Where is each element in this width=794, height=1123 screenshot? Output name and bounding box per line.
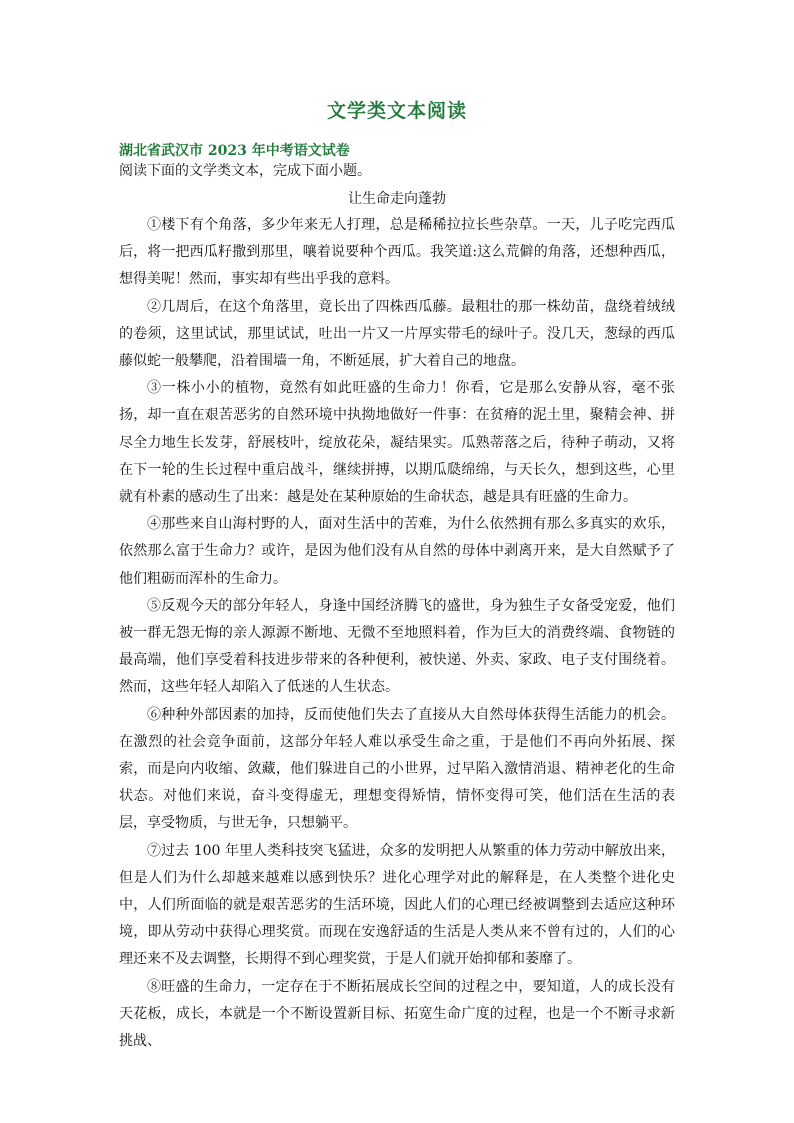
paragraph-5: ⑤反观今天的部分年轻人，身逢中国经济腾飞的盛世，身为独生子女备受宠爱，他们被一群无怨无悔的亲人源源不断地、无微不至地照料着，作为巨大的消费终端、食物链的最高端，他们享受着科技进步带来的各种便利，被快递、外卖、家政、电子支付围绕着。然而，这些年轻人却陷入了低迷的人生状态。 [119, 597, 675, 696]
paragraph-1: ①楼下有个角落，多少年来无人打理，总是稀稀拉拉长些杂草。一天，儿子吃完西瓜后，将一把西瓜籽撒到那里，嚷着说要种个西瓜。我笑道:这么荒僻的角落，还想种西瓜，想得美呢！然而，事实却有些出乎我的意料。 [119, 217, 675, 288]
paragraph-2: ②几周后，在这个角落里，竟长出了四株西瓜藤。最粗壮的那一株幼苗，盘绕着绒绒的卷须，这里试试，那里试试，吐出一片又一片厚实带毛的绿叶子。没几天，葱绿的西瓜藤似蛇一般攀爬，沿着围墙一角，不断延展，扩大着自己的地盘。 [119, 298, 675, 370]
paragraph-4: ④那些来自山海村野的人，面对生活中的苦难，为什么依然拥有那么多真实的欢乐，依然那么富于生命力？或许，是因为他们没有从自然的母体中剥离开来，是大自然赋予了他们粗砺而浑朴的生命力。 [119, 516, 675, 587]
paragraph-3: ③一株小小的植物，竟然有如此旺盛的生命力！你看，它是那么安静从容，毫不张扬，却一直在艰苦恶劣的自然环境中执拗地做好一件事：在贫瘠的泥土里，聚精会神、拼尽全力地生长发芽，舒展枝叶，绽放花朵，凝结果实。瓜熟蒂落之后，待种子萌动，又将在下一轮的生长过程中重启战斗，继续拼搏，以期瓜瓞绵绵，与天长久，想到这些，心里就有朴素的感动生了出来：越是处在某种原始的生命状态，越是具有旺盛的生命力。 [119, 380, 675, 506]
reading-instruction: 阅读下面的文学类文本，完成下面小题。 [119, 163, 371, 179]
paragraph-8: ⑧旺盛的生命力，一定存在于不断拓展成长空间的过程之中，要知道，人的成长没有天花板，成长，本就是一个不断设置新目标、拓宽生命广度的过程，也是一个不断寻求新挑战、 [119, 978, 675, 1050]
exam-source: 湖北省武汉市 2023 年中考语文试卷 [119, 143, 350, 159]
article-title: 让生命走向蓬勃 [348, 191, 446, 207]
paragraph-7: ⑦过去 100 年里人类科技突飞猛进，众多的发明把人从繁重的体力劳动中解放出来，但是人们为什么却越来越难以感到快乐？进化心理学对此的解释是，在人类整个进化史中，人们所面临的就是艰苦恶劣的生活环境，因此人们的心理已经被调整到去适应这种环境，即从劳动中获得心理奖赏。而现在安逸舒适的生活是人类从来不曾有过的，人们的心理还来不及去调整，长期得不到心理奖赏，于是人们就开始抑郁和萎靡了。 [119, 842, 675, 968]
article-body [119, 212, 675, 1055]
section-title: 文学类文本阅读 [326, 100, 467, 122]
paragraph-6: ⑥种种外部因素的加持，反而使他们失去了直接从大自然母体获得生活能力的机会。在激烈的社会竞争面前，这部分年轻人难以承受生命之重，于是他们不再向外拓展、探索，而是向内收缩、敛藏，他们躲进自己的小世界，过早陷入激情消退、精神老化的生命状态。对他们来说，奋斗变得虚无，理想变得矫情，情怀变得可笑，他们活在生活的表层，享受物质，与世无争，只想躺平。 [119, 706, 675, 832]
